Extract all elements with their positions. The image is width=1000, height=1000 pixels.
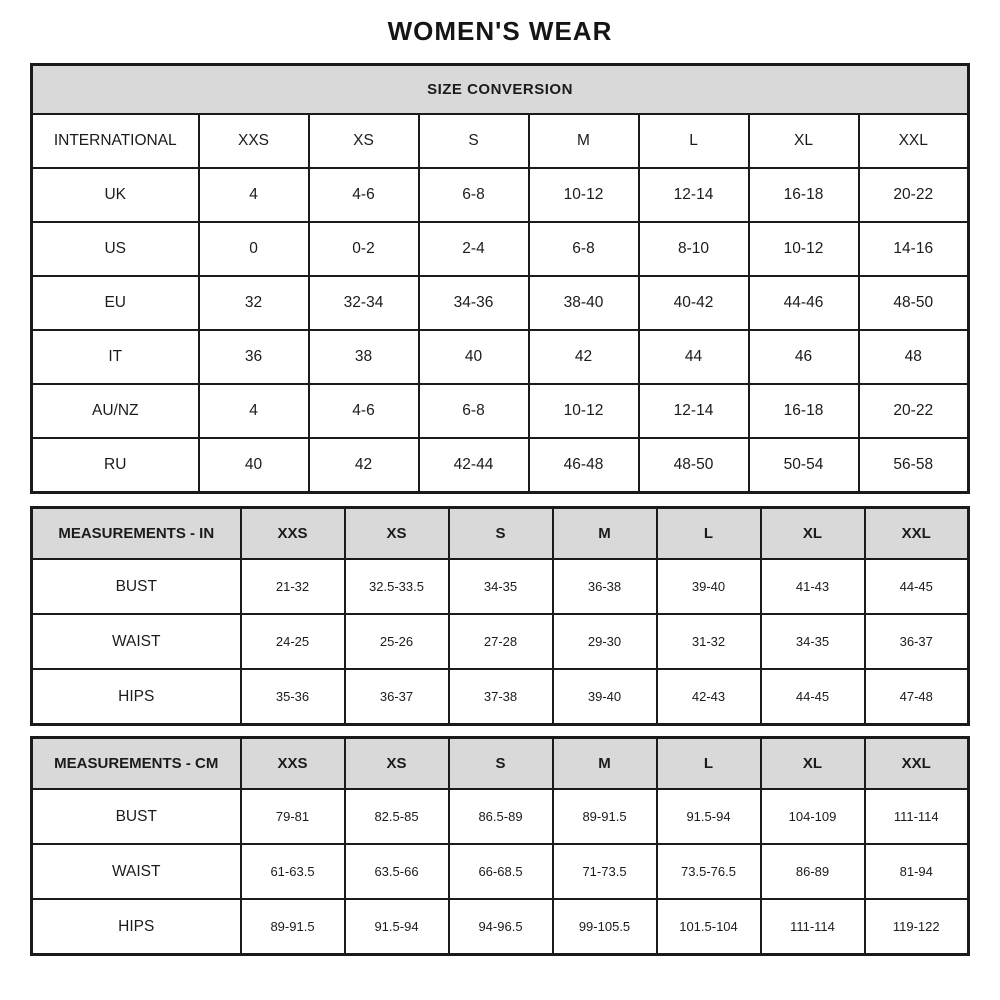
row-label-hips: HIPS: [32, 899, 241, 955]
cell: 36-37: [345, 669, 449, 725]
cell: 94-96.5: [449, 899, 553, 955]
row-label-aunz: AU/NZ: [32, 384, 199, 438]
cell: 37-38: [449, 669, 553, 725]
cell: 39-40: [553, 669, 657, 725]
cell: 66-68.5: [449, 844, 553, 899]
cell: 14-16: [859, 222, 969, 276]
cell: 0: [199, 222, 309, 276]
table-row-it: [32, 330, 969, 384]
cell: 16-18: [749, 168, 859, 222]
cell: 20-22: [859, 168, 969, 222]
cell: 48: [859, 330, 969, 384]
cell: 4: [199, 384, 309, 438]
cell: 32.5-33.5: [345, 559, 449, 614]
cell: 99-105.5: [553, 899, 657, 955]
cell: 29-30: [553, 614, 657, 669]
column-header-international: INTERNATIONAL: [32, 114, 199, 168]
cell: 8-10: [639, 222, 749, 276]
cell: 44-46: [749, 276, 859, 330]
cell: 0-2: [309, 222, 419, 276]
cell: 4-6: [309, 384, 419, 438]
cell: 50-54: [749, 438, 859, 493]
column-header-l: L: [639, 114, 749, 168]
size-conversion-title: SIZE CONVERSION: [32, 65, 969, 115]
cell: 86-89: [761, 844, 865, 899]
cell: 36-38: [553, 559, 657, 614]
cell: 12-14: [639, 384, 749, 438]
table-row-waist-in: [32, 614, 969, 669]
cell: 24-25: [241, 614, 345, 669]
cell: 46: [749, 330, 859, 384]
table-row-hips-in: [32, 669, 969, 725]
column-header-s: S: [449, 738, 553, 790]
cell: 46-48: [529, 438, 639, 493]
cell: 101.5-104: [657, 899, 761, 955]
measurements-cm-title: MEASUREMENTS - CM: [32, 738, 241, 790]
cell: 89-91.5: [553, 789, 657, 844]
column-header-s: S: [449, 508, 553, 560]
cell: 42: [529, 330, 639, 384]
cell: 16-18: [749, 384, 859, 438]
column-header-xs: XS: [345, 738, 449, 790]
cell: 10-12: [749, 222, 859, 276]
row-label-waist: WAIST: [32, 844, 241, 899]
cell: 6-8: [419, 384, 529, 438]
column-header-row: [32, 114, 969, 168]
cell: 119-122: [865, 899, 969, 955]
cell: 82.5-85: [345, 789, 449, 844]
column-header-m: M: [553, 508, 657, 560]
cell: 4: [199, 168, 309, 222]
column-header-l: L: [657, 738, 761, 790]
cell: 34-36: [419, 276, 529, 330]
cell: 38-40: [529, 276, 639, 330]
column-header-xxs: XXS: [199, 114, 309, 168]
cell: 10-12: [529, 384, 639, 438]
table-row-bust-in: [32, 559, 969, 614]
column-header-l: L: [657, 508, 761, 560]
cell: 6-8: [419, 168, 529, 222]
cell: 89-91.5: [241, 899, 345, 955]
cell: 91.5-94: [345, 899, 449, 955]
cell: 44-45: [761, 669, 865, 725]
cell: 91.5-94: [657, 789, 761, 844]
cell: 2-4: [419, 222, 529, 276]
column-header-m: M: [553, 738, 657, 790]
column-header-s: S: [419, 114, 529, 168]
cell: 104-109: [761, 789, 865, 844]
column-header-xxl: XXL: [859, 114, 969, 168]
cell: 20-22: [859, 384, 969, 438]
cell: 38: [309, 330, 419, 384]
cell: 12-14: [639, 168, 749, 222]
measurements-cm-header-row: [32, 738, 969, 790]
row-label-ru: RU: [32, 438, 199, 493]
table-row-hips-cm: [32, 899, 969, 955]
cell: 41-43: [761, 559, 865, 614]
cell: 44: [639, 330, 749, 384]
cell: 48-50: [639, 438, 749, 493]
page-title: WOMEN'S WEAR: [387, 16, 613, 46]
cell: 40: [199, 438, 309, 493]
column-header-xxl: XXL: [865, 738, 969, 790]
row-label-eu: EU: [32, 276, 199, 330]
cell: 32-34: [309, 276, 419, 330]
measurements-in-table: [30, 506, 970, 726]
row-label-bust: BUST: [32, 789, 241, 844]
table-row-ru: [32, 438, 969, 493]
row-label-bust: BUST: [32, 559, 241, 614]
cell: 40: [419, 330, 529, 384]
table-row-waist-cm: [32, 844, 969, 899]
cell: 86.5-89: [449, 789, 553, 844]
column-header-xs: XS: [345, 508, 449, 560]
cell: 61-63.5: [241, 844, 345, 899]
cell: 36: [199, 330, 309, 384]
row-label-uk: UK: [32, 168, 199, 222]
column-header-xxl: XXL: [865, 508, 969, 560]
column-header-m: M: [529, 114, 639, 168]
cell: 35-36: [241, 669, 345, 725]
table-row-bust-cm: [32, 789, 969, 844]
row-label-us: US: [32, 222, 199, 276]
cell: 10-12: [529, 168, 639, 222]
table-row-uk: [32, 168, 969, 222]
cell: 79-81: [241, 789, 345, 844]
cell: 42-43: [657, 669, 761, 725]
measurements-in-header-row: [32, 508, 969, 560]
column-header-xl: XL: [749, 114, 859, 168]
measurements-cm-table: [30, 736, 970, 956]
column-header-xs: XS: [309, 114, 419, 168]
cell: 21-32: [241, 559, 345, 614]
column-header-xl: XL: [761, 738, 865, 790]
cell: 40-42: [639, 276, 749, 330]
row-label-hips: HIPS: [32, 669, 241, 725]
cell: 34-35: [761, 614, 865, 669]
cell: 27-28: [449, 614, 553, 669]
table-row-eu: [32, 276, 969, 330]
cell: 111-114: [865, 789, 969, 844]
cell: 56-58: [859, 438, 969, 493]
cell: 25-26: [345, 614, 449, 669]
cell: 71-73.5: [553, 844, 657, 899]
measurements-in-title: MEASUREMENTS - IN: [32, 508, 241, 560]
column-header-xxs: XXS: [241, 508, 345, 560]
cell: 4-6: [309, 168, 419, 222]
cell: 31-32: [657, 614, 761, 669]
row-label-waist: WAIST: [32, 614, 241, 669]
cell: 36-37: [865, 614, 969, 669]
table-row-aunz: [32, 384, 969, 438]
row-label-it: IT: [32, 330, 199, 384]
cell: 47-48: [865, 669, 969, 725]
cell: 6-8: [529, 222, 639, 276]
cell: 44-45: [865, 559, 969, 614]
cell: 42: [309, 438, 419, 493]
column-header-xl: XL: [761, 508, 865, 560]
cell: 39-40: [657, 559, 761, 614]
cell: 42-44: [419, 438, 529, 493]
column-header-xxs: XXS: [241, 738, 345, 790]
cell: 111-114: [761, 899, 865, 955]
table-row-us: [32, 222, 969, 276]
size-conversion-banner-row: [32, 65, 969, 115]
cell: 34-35: [449, 559, 553, 614]
cell: 81-94: [865, 844, 969, 899]
cell: 48-50: [859, 276, 969, 330]
cell: 63.5-66: [345, 844, 449, 899]
cell: 73.5-76.5: [657, 844, 761, 899]
size-conversion-table: [30, 63, 970, 494]
cell: 32: [199, 276, 309, 330]
